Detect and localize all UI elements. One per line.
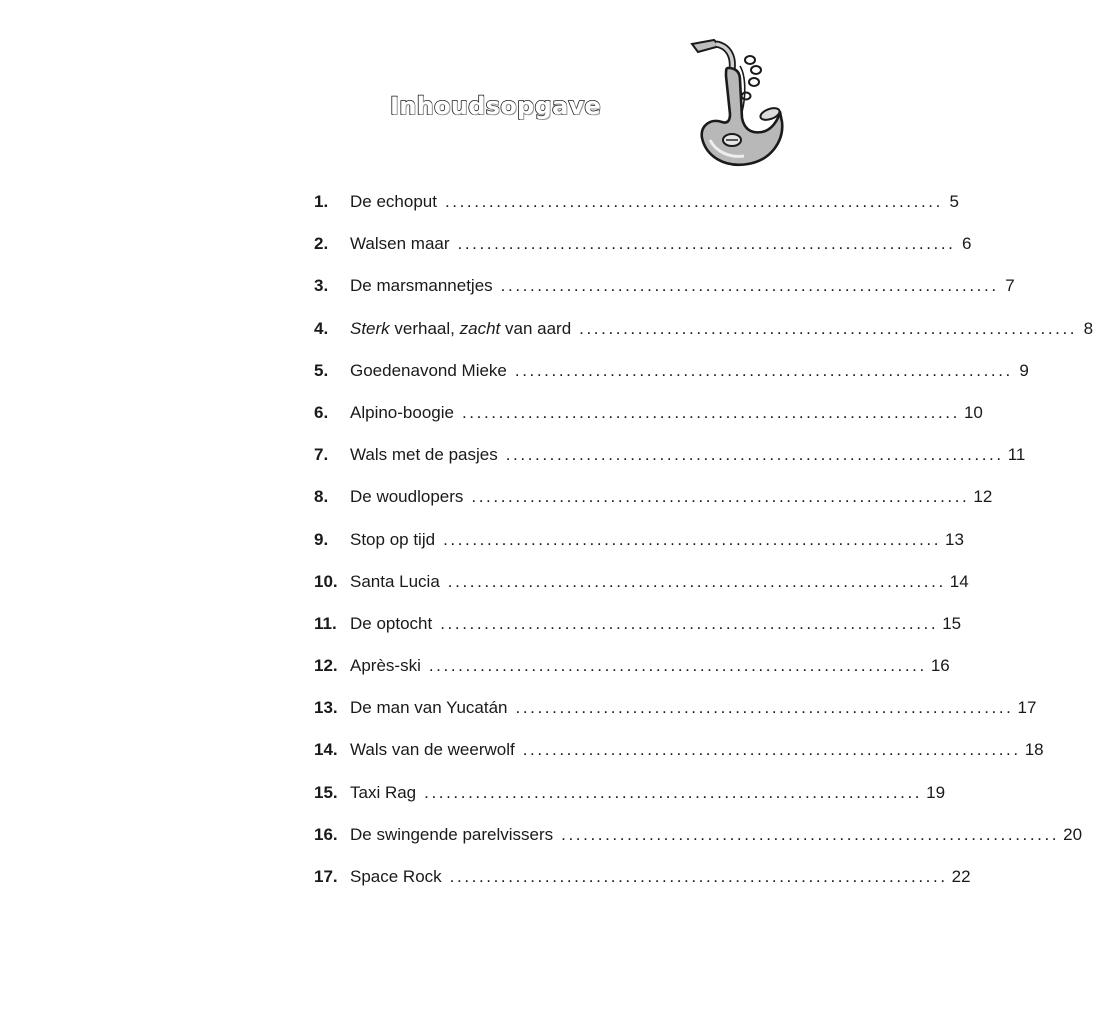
toc-entry bbox=[314, 698, 1037, 740]
toc-entry bbox=[314, 740, 1044, 782]
toc-entry-number: 14. bbox=[314, 740, 338, 760]
dot-leader: .................................................................... bbox=[428, 656, 927, 676]
toc-entry-number: 3. bbox=[314, 276, 329, 296]
toc-entry-number: 2. bbox=[314, 234, 329, 254]
toc-entry-page: 12 bbox=[973, 487, 993, 507]
toc-entry-page: 15 bbox=[942, 613, 962, 633]
toc-entry-title: Walsen maar bbox=[350, 234, 450, 254]
toc-entry-number: 11. bbox=[314, 613, 337, 633]
toc-entry bbox=[314, 360, 1029, 403]
toc-entry-title: Goedenavond Mieke bbox=[350, 360, 507, 380]
toc-entry-number: 5. bbox=[314, 360, 329, 380]
toc-title-italic: zacht bbox=[459, 318, 501, 338]
dot-leader: .................................................................... bbox=[457, 234, 956, 254]
toc-title-italic: Sterk bbox=[350, 318, 390, 338]
toc-entry bbox=[314, 487, 993, 529]
toc-entry-page: 6 bbox=[962, 234, 972, 254]
toc-entry-title: De woudlopers bbox=[350, 487, 464, 507]
toc-entry-number: 16. bbox=[314, 824, 338, 844]
toc-entry-number: 12. bbox=[314, 656, 338, 676]
dot-leader: .................................................................... bbox=[447, 571, 946, 591]
toc-entry-number: 17. bbox=[314, 867, 338, 886]
toc-entry bbox=[314, 402, 983, 445]
dot-leader: .................................................................... bbox=[579, 318, 1078, 338]
toc-entry-number: 4. bbox=[314, 318, 329, 338]
toc-entry bbox=[314, 824, 1083, 867]
toc-entry-title: De marsmannetjes bbox=[350, 276, 493, 296]
toc-entry-page: 5 bbox=[949, 192, 959, 211]
toc-entry-title: Wals van de weerwolf bbox=[350, 740, 515, 760]
toc-entry bbox=[314, 782, 946, 825]
toc-entry bbox=[314, 445, 1026, 487]
toc-entry-number: 9. bbox=[314, 529, 329, 549]
toc-entry bbox=[314, 192, 959, 234]
toc-entry-title: Après-ski bbox=[350, 656, 421, 676]
toc-title-text: verhaal, bbox=[389, 318, 460, 338]
toc-entry bbox=[314, 234, 972, 276]
toc-entry-page: 22 bbox=[951, 867, 971, 886]
toc-entry-title: Santa Lucia bbox=[350, 571, 440, 591]
toc-entry bbox=[314, 529, 964, 572]
dot-leader: .................................................................... bbox=[522, 740, 1021, 760]
toc-entry-title: De echoput bbox=[350, 192, 437, 211]
toc-entry-page: 8 bbox=[1083, 318, 1093, 338]
toc-entry bbox=[314, 318, 1093, 361]
toc-entry bbox=[314, 867, 971, 909]
dot-leader: .................................................................... bbox=[443, 529, 942, 549]
dot-leader: .................................................................... bbox=[561, 824, 1060, 844]
toc-entry-page: 9 bbox=[1019, 360, 1029, 380]
toc-entry-page: 17 bbox=[1017, 698, 1037, 718]
toc-entry-page: 7 bbox=[1005, 276, 1015, 296]
toc-entry-title: Space Rock bbox=[350, 867, 442, 886]
toc-entry-title: Alpino-boogie bbox=[350, 402, 454, 422]
toc-entry-title: De optocht bbox=[350, 613, 433, 633]
toc-entry-number: 8. bbox=[314, 487, 329, 507]
toc-entry-number: 15. bbox=[314, 782, 338, 802]
toc-entry bbox=[314, 656, 950, 698]
toc-entry-number: 7. bbox=[314, 445, 329, 465]
toc-entry-title: Wals met de pasjes bbox=[350, 445, 498, 465]
toc-entry-page: 13 bbox=[945, 529, 964, 549]
dot-leader: .................................................................... bbox=[424, 782, 923, 802]
dot-leader: .................................................................... bbox=[449, 867, 948, 886]
toc-entry-title: Taxi Rag bbox=[350, 782, 417, 802]
toc-entry bbox=[314, 613, 962, 656]
toc-entry-page: 10 bbox=[963, 402, 983, 422]
toc-entry-title: De swingende parelvissers bbox=[350, 824, 554, 844]
toc-entry-page: 14 bbox=[949, 571, 969, 591]
toc-entry-title: De man van Yucatán bbox=[350, 698, 508, 718]
dot-leader: .................................................................... bbox=[471, 487, 970, 507]
saxophone-icon bbox=[684, 36, 784, 170]
toc-entry-page: 16 bbox=[930, 656, 950, 676]
toc-entry-title bbox=[350, 319, 571, 339]
toc-entry-page: 20 bbox=[1063, 824, 1083, 844]
dot-leader: .................................................................... bbox=[500, 276, 999, 296]
toc-entry-number: 6. bbox=[314, 402, 329, 422]
toc-title-text: van aard bbox=[500, 318, 572, 338]
toc-entry-page: 19 bbox=[926, 782, 946, 802]
dot-leader: .................................................................... bbox=[505, 445, 1004, 465]
dot-leader: .................................................................... bbox=[515, 698, 1014, 718]
dot-leader: .................................................................... bbox=[444, 192, 943, 211]
toc-entry-number: 13. bbox=[314, 698, 338, 718]
toc-entry bbox=[314, 276, 1015, 318]
dot-leader: .................................................................... bbox=[440, 613, 939, 633]
table-of-contents bbox=[314, 192, 1093, 909]
toc-entry bbox=[314, 571, 969, 614]
dot-leader: .................................................................... bbox=[461, 402, 960, 422]
toc-entry-page: 18 bbox=[1024, 740, 1044, 760]
toc-entry-page: 11 bbox=[1007, 445, 1026, 465]
toc-entry-title: Stop op tijd bbox=[350, 529, 436, 549]
page-title: Inhoudsopgave bbox=[390, 92, 602, 120]
toc-entry-number: 1. bbox=[314, 192, 329, 211]
toc-entry-number: 10. bbox=[314, 571, 338, 591]
dot-leader: .................................................................... bbox=[514, 360, 1013, 380]
